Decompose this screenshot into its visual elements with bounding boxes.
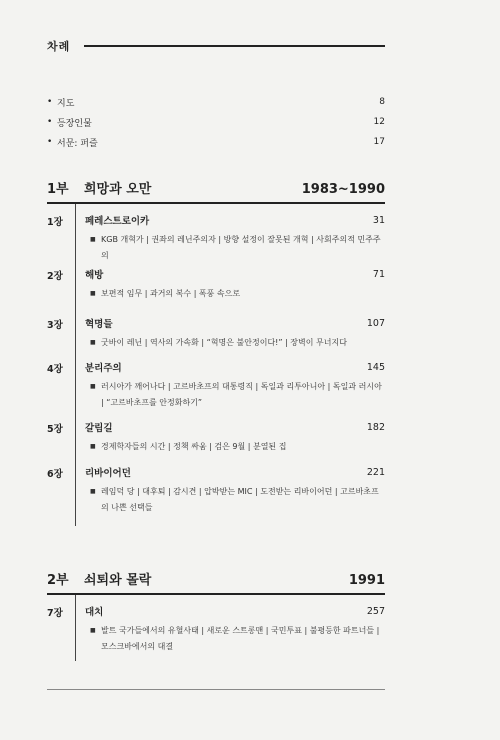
chapter-title: 대치 [85,607,104,618]
square-bullet-icon: ■ [90,383,96,390]
front-matter-label: 등장인물 [57,118,92,129]
chapter-subtitle: 러시아가 깨어나다 | 고르바초프의 대통령직 | 독일과 리투아니아 | 독일과 러시아 | “고르바초프를 안정화하기” [101,382,382,407]
front-matter-page: 8 [379,97,385,107]
square-bullet-icon: ■ [90,339,96,346]
square-bullet-icon: ■ [90,290,96,297]
chapter-item [47,204,385,258]
chapter-title: 페레스트로이카 [85,216,150,227]
header-rule [84,45,385,47]
chapter-item [47,456,385,526]
chapter-subtitle: 보편적 임무 | 과거의 복수 | 폭풍 속으로 [101,289,241,298]
chapter-number: 5장 [47,424,63,435]
square-bullet-icon: ■ [90,236,96,243]
bullet-icon: • [47,97,53,107]
chapter-page: 145 [366,361,385,373]
chapter-divider-line [75,204,76,526]
bullet-icon: • [47,117,53,127]
chapter-item [47,351,385,411]
chapter-number: 7장 [47,608,63,619]
chapter-subtitle: 경제학자들의 시간 | 정책 싸움 | 검은 9월 | 분열된 집 [101,442,287,451]
part-years: 1983~1990 [301,182,385,197]
chapter-subtitle: KGB 개혁가 | 권좌의 레닌주의자 | 방향 설정이 잘못된 개혁 | 사회주의적 민주주의 [101,235,381,260]
chapter-list [47,204,385,526]
square-bullet-icon: ■ [90,627,96,634]
chapter-page: 31 [372,214,385,226]
chapter-subtitle: 굿바이 레닌 | 역사의 가속화 | “혁명은 불안정이다!” | 장벽이 무너지다 [101,338,347,347]
chapter-item [47,411,385,456]
front-matter-label: 지도 [57,98,75,109]
part-title: 희망과 오만 [84,182,152,197]
chapter-number: 6장 [47,469,63,480]
square-bullet-icon: ■ [90,488,96,495]
front-matter-page: 17 [373,137,385,147]
chapter-list [47,595,385,661]
chapter-item [47,595,385,661]
part-number: 2부 [47,573,69,588]
front-matter-list [47,92,385,152]
toc-title: 차례 [47,40,71,53]
chapter-number: 2장 [47,271,63,282]
chapter-number: 4장 [47,364,63,375]
bottom-rule [47,689,385,690]
part-heading [47,175,385,197]
chapter-divider-line [75,595,76,661]
front-matter-page: 12 [373,117,385,127]
chapter-page: 107 [366,317,385,329]
chapter-page: 221 [366,466,385,478]
part-number: 1부 [47,182,69,197]
chapter-title: 리바이어던 [85,468,131,479]
chapter-item [47,307,385,351]
part-years: 1991 [348,573,385,588]
part-1 [47,175,385,526]
chapter-number: 1장 [47,217,63,228]
chapter-item [47,258,385,307]
front-matter-item [47,112,385,132]
part-heading [47,566,385,588]
chapter-subtitle: 레임덕 당 | 대후퇴 | 감시견 | 압박받는 MIC | 도전받는 리바이어던 | 고르바초프의 나쁜 선택들 [101,487,379,512]
toc-header [47,38,385,54]
bullet-icon: • [47,137,53,147]
chapter-title: 갈림길 [85,423,113,434]
part-title: 쇠퇴와 몰락 [84,573,152,588]
chapter-page: 182 [366,421,385,433]
square-bullet-icon: ■ [90,443,96,450]
front-matter-label: 서문: 퍼즐 [57,138,98,149]
front-matter-item [47,92,385,112]
chapter-subtitle: 발트 국가들에서의 유혈사태 | 새로운 스트롱맨 | 국민투표 | 불평등한 파트너들 | 모스크바에서의 대결 [101,626,380,651]
front-matter-item [47,132,385,152]
chapter-number: 3장 [47,320,63,331]
chapter-page: 257 [366,605,385,617]
chapter-page: 71 [372,268,385,280]
part-2 [47,566,385,661]
chapter-title: 해방 [85,270,104,281]
chapter-title: 혁명들 [85,319,113,330]
chapter-title: 분리주의 [85,363,122,374]
